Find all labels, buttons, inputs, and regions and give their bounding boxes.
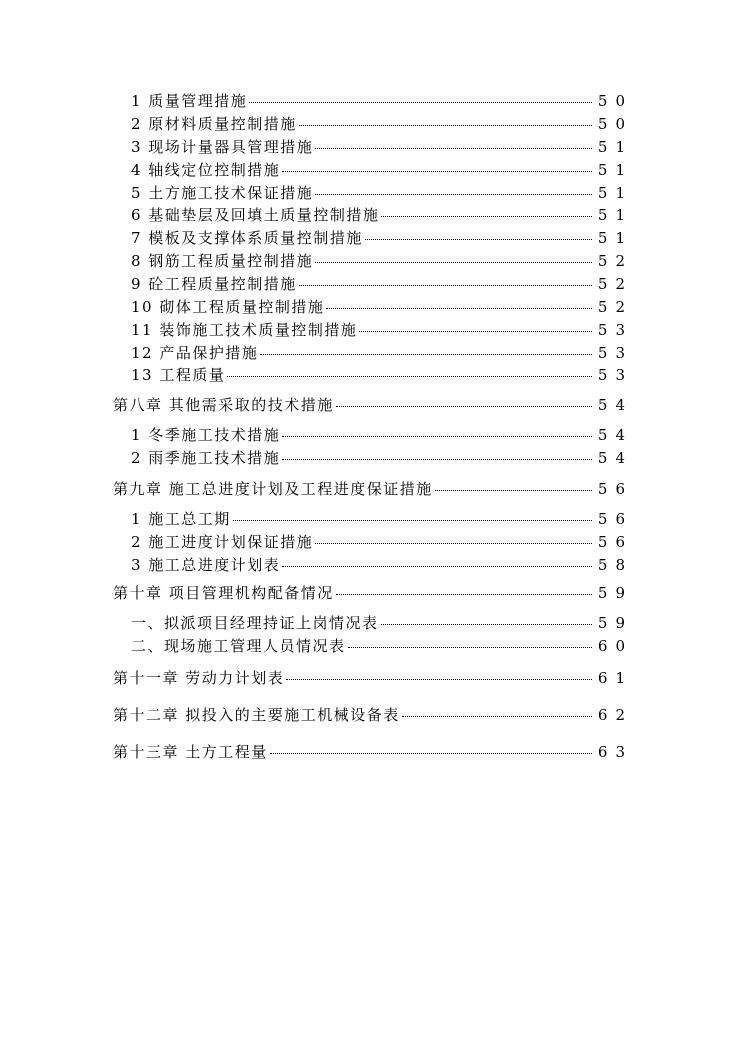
toc-leader-dots: [282, 170, 592, 172]
toc-leader-dots: [299, 284, 592, 286]
toc-entry[interactable]: [131, 636, 633, 656]
toc-entry-label: 3 现场计量器具管理措施: [131, 138, 314, 156]
toc-entry-label: 二、现场施工管理人员情况表: [131, 637, 346, 655]
toc-leader-dots: [365, 238, 592, 240]
toc-chapter[interactable]: [113, 395, 633, 415]
toc-leader-dots: [286, 678, 592, 680]
toc-entry-label: 12 产品保护措施: [131, 344, 259, 362]
toc-leader-dots: [227, 375, 592, 377]
toc-page-number: 60: [597, 637, 633, 655]
toc-page-number: 58: [597, 556, 633, 574]
toc-leader-dots: [348, 646, 592, 648]
toc-page-number: 53: [597, 366, 633, 384]
toc-chapter-label: 第九章 施工总进度计划及工程进度保证措施: [113, 480, 433, 498]
toc-leader-dots: [299, 124, 592, 126]
toc-entry[interactable]: [131, 137, 633, 157]
toc-page-number: 52: [597, 298, 633, 316]
toc-entry-label: 1 施工总工期: [131, 510, 231, 528]
toc-leader-dots: [315, 193, 592, 195]
toc-page-number: 53: [597, 321, 633, 339]
toc-leader-dots: [435, 489, 592, 491]
toc-chapter-label: 第十二章 拟投入的主要施工机械设备表: [113, 706, 400, 724]
toc-page-number: 54: [597, 426, 633, 444]
toc-entry[interactable]: [131, 365, 633, 385]
toc-page-number: 62: [597, 706, 633, 724]
toc-leader-dots: [233, 519, 592, 521]
toc-leader-dots: [282, 435, 592, 437]
toc-leader-dots: [315, 261, 592, 263]
toc-entry-label: 10 砌体工程质量控制措施: [131, 298, 325, 316]
toc-page-number: 56: [597, 533, 633, 551]
toc-leader-dots: [260, 353, 592, 355]
toc-entry[interactable]: [131, 160, 633, 180]
toc-leader-dots: [326, 307, 592, 309]
toc-leader-dots: [336, 593, 592, 595]
toc-entry[interactable]: [131, 274, 633, 294]
toc-entry-label: 13 工程质量: [131, 366, 226, 384]
toc-entry[interactable]: [131, 320, 633, 340]
toc-page-number: 51: [597, 206, 633, 224]
toc-page-number: 54: [597, 449, 633, 467]
toc-entry[interactable]: [131, 532, 633, 552]
toc-entry-label: 2 施工进度计划保证措施: [131, 533, 314, 551]
toc-entry-label: 7 模板及支撑体系质量控制措施: [131, 229, 363, 247]
toc-page-number: 59: [597, 614, 633, 632]
toc-entry[interactable]: [131, 251, 633, 271]
toc-page-number: 63: [597, 743, 633, 761]
toc-leader-dots: [270, 752, 592, 754]
toc-leader-dots: [402, 715, 592, 717]
toc-entry[interactable]: [131, 555, 633, 575]
toc-page-number: 56: [597, 510, 633, 528]
toc-chapter[interactable]: [113, 479, 633, 499]
toc-entry[interactable]: [131, 114, 633, 134]
toc-leader-dots: [282, 565, 592, 567]
toc-entry-label: 9 砼工程质量控制措施: [131, 275, 297, 293]
toc-page-number: 56: [597, 480, 633, 498]
toc-entry[interactable]: [131, 448, 633, 468]
toc-page-number: 51: [597, 229, 633, 247]
toc-entry[interactable]: [131, 425, 633, 445]
toc-page-number: 51: [597, 138, 633, 156]
toc-entry[interactable]: [131, 205, 633, 225]
toc-leader-dots: [315, 542, 592, 544]
toc-chapter[interactable]: [113, 583, 633, 603]
toc-entry-label: 2 雨季施工技术措施: [131, 449, 281, 467]
toc-entry[interactable]: [131, 183, 633, 203]
toc-entry-label: 2 原材料质量控制措施: [131, 115, 297, 133]
toc-entry-label: 3 施工总进度计划表: [131, 556, 281, 574]
toc-page-number: 54: [597, 396, 633, 414]
toc-entry-label: 5 土方施工技术保证措施: [131, 184, 314, 202]
toc-chapter-label: 第十章 项目管理机构配备情况: [113, 584, 334, 602]
toc-leader-dots: [282, 458, 592, 460]
toc-page-number: 59: [597, 584, 633, 602]
toc-entry-label: 8 钢筋工程质量控制措施: [131, 252, 314, 270]
toc-chapter[interactable]: [113, 705, 633, 725]
toc-page-number: 50: [597, 92, 633, 110]
toc-page-number: 61: [597, 669, 633, 687]
toc-entry[interactable]: [131, 343, 633, 363]
toc-page-number: 53: [597, 344, 633, 362]
toc-chapter[interactable]: [113, 742, 633, 762]
toc-chapter[interactable]: [113, 668, 633, 688]
toc-entry[interactable]: [131, 297, 633, 317]
toc-entry[interactable]: [131, 509, 633, 529]
toc-page-number: 52: [597, 252, 633, 270]
toc-entry[interactable]: [131, 228, 633, 248]
toc-entry-label: 11 装饰施工技术质量控制措施: [131, 321, 358, 339]
toc-leader-dots: [315, 147, 592, 149]
toc-entry-label: 一、拟派项目经理持证上岗情况表: [131, 614, 379, 632]
toc-entry[interactable]: [131, 91, 633, 111]
toc-entry-label: 4 轴线定位控制措施: [131, 161, 281, 179]
toc-entry-label: 1 质量管理措施: [131, 92, 248, 110]
toc-leader-dots: [359, 330, 592, 332]
toc-chapter-label: 第十一章 劳动力计划表: [113, 669, 285, 687]
toc-entry[interactable]: [131, 613, 633, 633]
toc-page-number: 51: [597, 184, 633, 202]
toc-leader-dots: [381, 623, 592, 625]
toc-leader-dots: [381, 215, 592, 217]
toc-page-number: 51: [597, 161, 633, 179]
toc-chapter-label: 第八章 其他需采取的技术措施: [113, 396, 334, 414]
toc-leader-dots: [249, 101, 592, 103]
toc-entry-label: 1 冬季施工技术措施: [131, 426, 281, 444]
toc-page-number: 50: [597, 115, 633, 133]
toc-chapter-label: 第十三章 土方工程量: [113, 743, 268, 761]
toc-entry-label: 6 基础垫层及回填土质量控制措施: [131, 206, 380, 224]
toc-page-number: 52: [597, 275, 633, 293]
toc-leader-dots: [336, 405, 592, 407]
